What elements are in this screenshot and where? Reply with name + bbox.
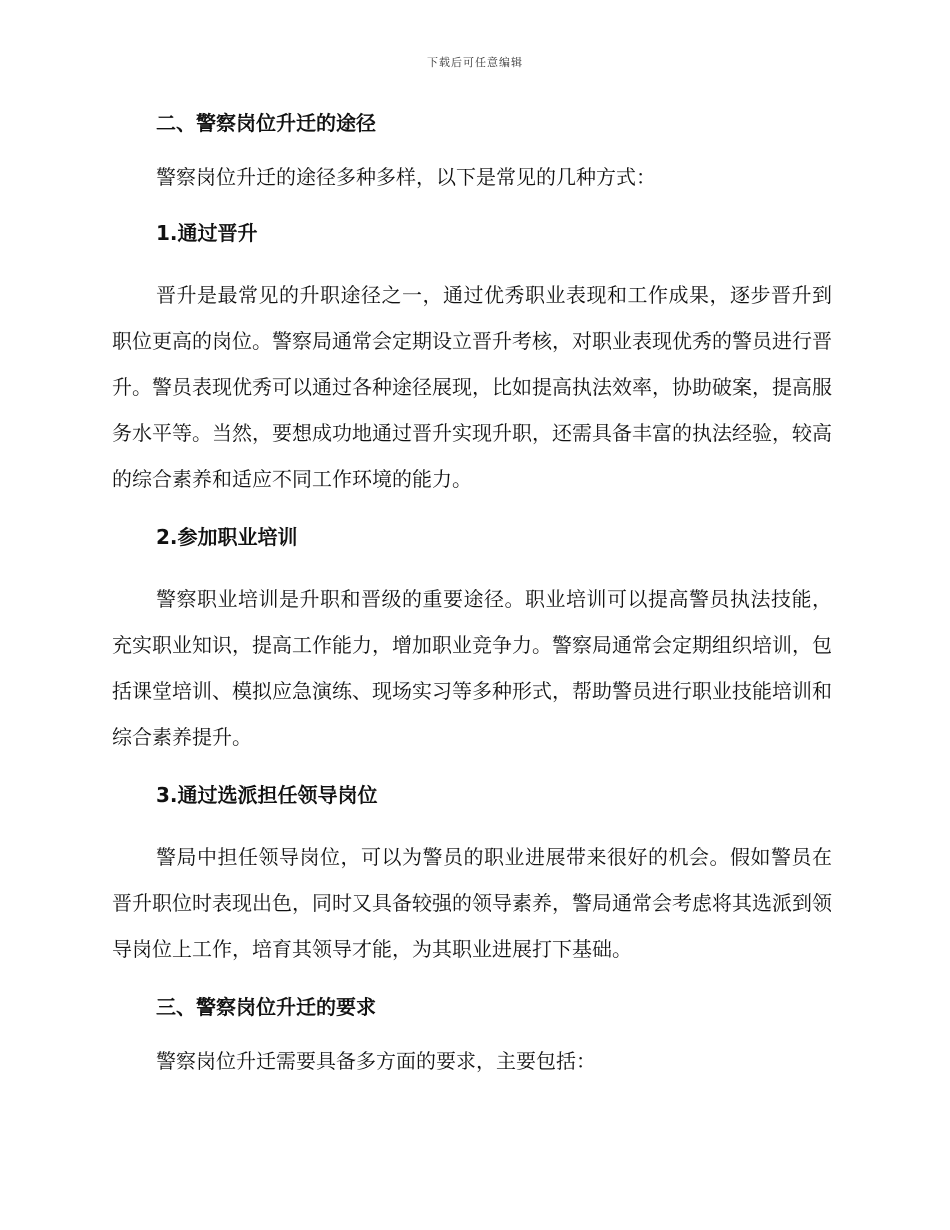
item-3-heading: 3.通过选派担任领导岗位 <box>156 783 378 807</box>
item-2-paragraph: 警察职业培训是升职和晋级的重要途径。职业培训可以提高警员执法技能，充实职业知识，提高工作能力，增加职业竞争力。警察局通常会定期组织培训，包括课堂培训、模拟应急演练、现场实习等多种形式，帮助警员进行职业技能培训和综合素养提升。 <box>112 587 832 749</box>
item-3-paragraph: 警局中担任领导岗位，可以为警员的职业进展带来很好的机会。假如警员在晋升职位时表现出色，同时又具备较强的领导素养，警局通常会考虑将其选派到领导岗位上工作，培育其领导才能，为其职业进展打下基础。 <box>112 845 832 961</box>
section-3-heading: 三、警察岗位升迁的要求 <box>156 995 376 1019</box>
document-body <box>112 108 832 1094</box>
section-2-intro: 警察岗位升迁的途径多种多样，以下是常见的几种方式： <box>156 165 656 189</box>
item-1-paragraph: 晋升是最常见的升职途径之一，通过优秀职业表现和工作成果，逐步晋升到职位更高的岗位。警察局通常会定期设立晋升考核，对职业表现优秀的警员进行晋升。警员表现优秀可以通过各种途径展现，比如提高执法效率，协助破案，提高服务水平等。当然，要想成功地通过晋升实现升职，还需具备丰富的执法经验，较高的综合素养和适应不同工作环境的能力。 <box>112 283 832 491</box>
item-1-heading: 1.通过晋升 <box>156 221 258 245</box>
section-3-intro: 警察岗位升迁需要具备多方面的要求，主要包括： <box>156 1049 596 1073</box>
section-2-heading: 二、警察岗位升迁的途径 <box>156 111 376 135</box>
page-header-note: 下载后可任意编辑 <box>427 56 523 69</box>
item-2-heading: 2.参加职业培训 <box>156 525 298 549</box>
